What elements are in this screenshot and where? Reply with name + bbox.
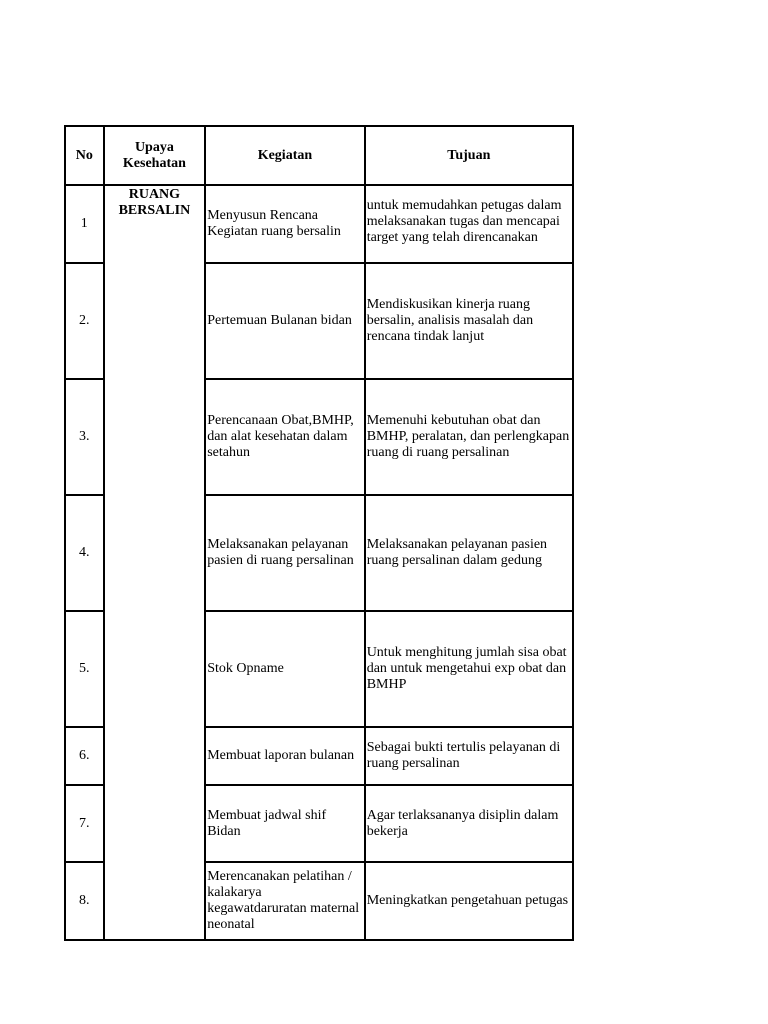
row-number: 3. xyxy=(65,379,104,495)
kegiatan-cell: Membuat laporan bulanan xyxy=(205,727,365,785)
row-number: 4. xyxy=(65,495,104,611)
tujuan-cell: Mendiskusikan kinerja ruang bersalin, analisis masalah dan rencana tindak lanjut xyxy=(365,263,573,379)
header-upaya-line2: Kesehatan xyxy=(122,155,186,171)
row-number: 7. xyxy=(65,785,104,862)
kegiatan-cell: Membuat jadwal shif Bidan xyxy=(205,785,365,862)
kegiatan-cell: Melaksanakan pelayanan pasien di ruang persalinan xyxy=(205,495,365,611)
kegiatan-cell: Stok Opname xyxy=(205,611,365,727)
header-no: No xyxy=(65,126,104,185)
row-number: 2. xyxy=(65,263,104,379)
table-header-row xyxy=(65,126,573,185)
tujuan-cell: Meningkatkan pengetahuan petugas xyxy=(365,862,573,940)
kegiatan-cell: Pertemuan Bulanan bidan xyxy=(205,263,365,379)
header-upaya-kesehatan xyxy=(104,126,206,185)
tujuan-cell: Agar terlaksananya disiplin dalam bekerja xyxy=(365,785,573,862)
row-number: 8. xyxy=(65,862,104,940)
row-number: 6. xyxy=(65,727,104,785)
kegiatan-cell: Perencanaan Obat,BMHP, dan alat kesehatan dalam setahun xyxy=(205,379,365,495)
row-number: 1 xyxy=(65,185,104,263)
header-upaya-line1: Upaya xyxy=(134,139,174,155)
table-row xyxy=(65,185,573,263)
upaya-kesehatan-cell xyxy=(104,185,206,940)
upaya-line2: BERSALIN xyxy=(118,203,191,218)
upaya-line1: RUANG xyxy=(128,187,181,202)
header-tujuan: Tujuan xyxy=(365,126,573,185)
kegiatan-cell: Menyusun Rencana Kegiatan ruang bersalin xyxy=(205,185,365,263)
tujuan-cell: Melaksanakan pelayanan pasien ruang persalinan dalam gedung xyxy=(365,495,573,611)
kegiatan-cell: Merencanakan pelatihan / kalakarya kegawatdaruratan maternal neonatal xyxy=(205,862,365,940)
row-number: 5. xyxy=(65,611,104,727)
tujuan-cell: Sebagai bukti tertulis pelayanan di ruang persalinan xyxy=(365,727,573,785)
activity-plan-table xyxy=(64,125,574,941)
tujuan-cell: Memenuhi kebutuhan obat dan BMHP, peralatan, dan perlengkapan ruang di ruang persalinan xyxy=(365,379,573,495)
tujuan-cell: Untuk menghitung jumlah sisa obat dan untuk mengetahui exp obat dan BMHP xyxy=(365,611,573,727)
header-kegiatan: Kegiatan xyxy=(205,126,365,185)
tujuan-cell xyxy=(365,185,573,263)
tujuan-text: untuk memudahkan petugas dalam melaksanakan tugas dan mencapai target yang telah direncanakan xyxy=(366,198,562,245)
